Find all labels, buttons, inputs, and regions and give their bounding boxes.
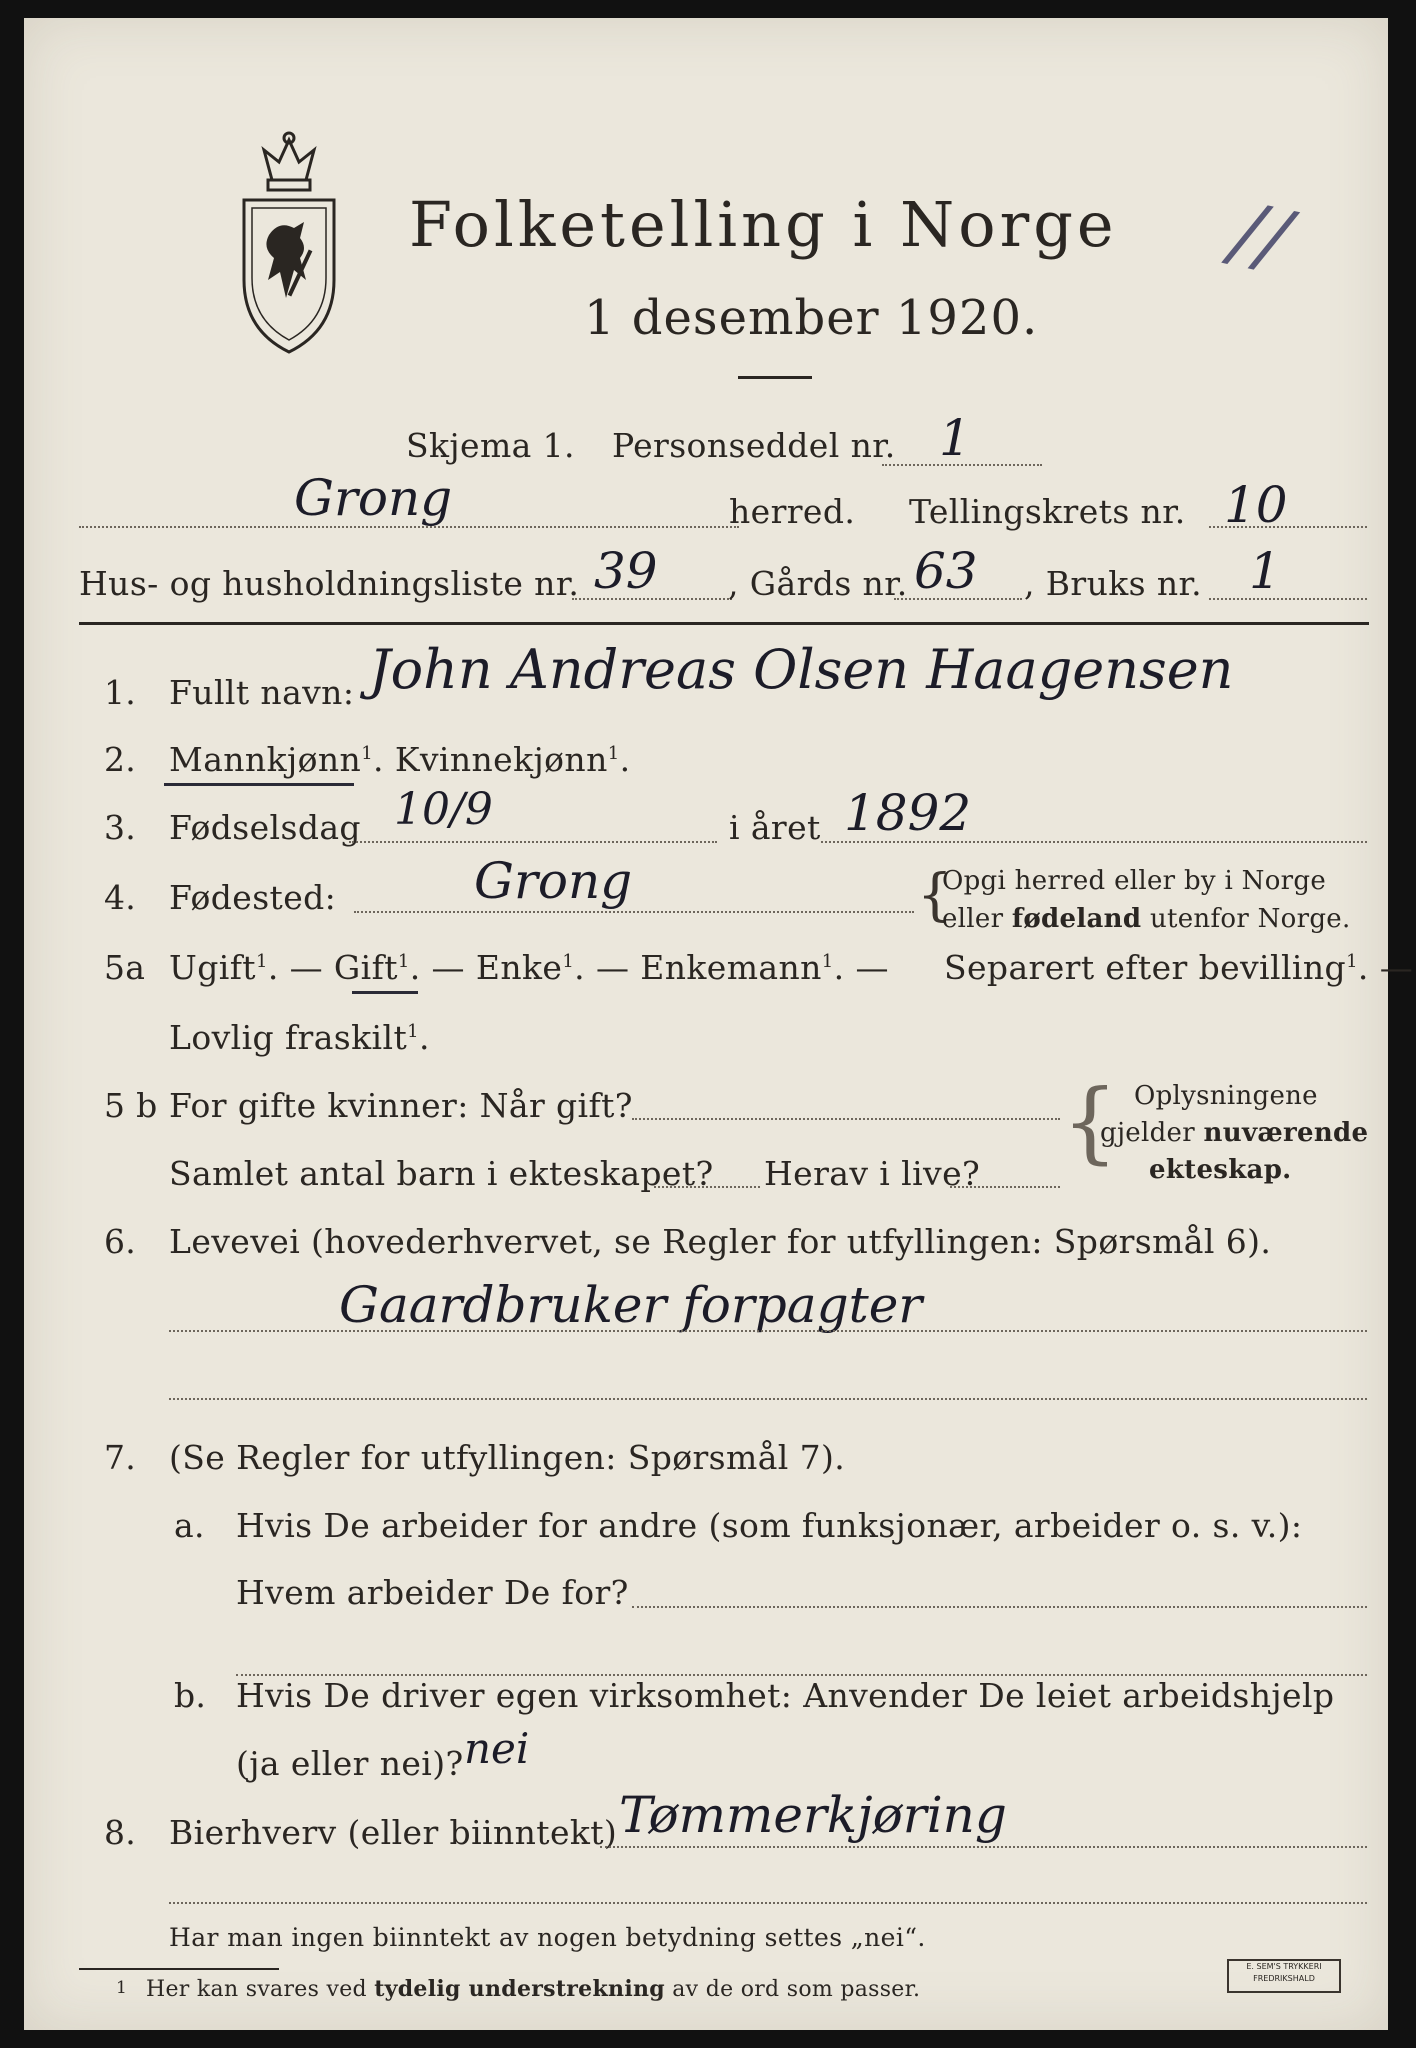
q3-label: Fødselsdag [169,808,361,847]
q5a-number: 5a [104,948,146,987]
census-form: Folketelling i Norge 1 desember 1920. // Skjema 1. Personseddel nr. 1 Grong herred. Tellingskrets nr. 10 Hus- og husholdningsliste nr. 39 , Gårds nr. 63 , Bruks nr. 1 1. Fullt navn: John Andreas Olsen Haagensen 2. Mannkjønn$^1$. Kvinnekjønn$^1$. 3. Fødselsdag 10/9 i året 1892 4. Fødested: Grong { Opgi herred eller by i Norge eller fødeland utenfor Norge. 5a Ugift$^1$. — Gift$^1$. — Enke$^1$. — Enkemann$^1$. — Separert efter bevilling$^1$. — Lovlig fraskilt$^1$. 5 b For gifte kvinner: Når gift? Samlet antal barn i ekteskapet? Herav i live? { Oplysningene gjelder nuværende ekteskap. 6. Levevei (hovederhvervet, se Regler for utfyllingen: Spørsmål 6). Gaardbruker forpagter 7. (Se Regler for utfyllingen: Spørsmål 7). a. Hvis De arbeider for andre (som funksjonær, arbeider o. s. v.): Hvem arbeider De for? b. Hvis De driver egen virksomhet: Anvender De leiet arbeidshjelp (ja eller nei)? nei 8. Bierhverv (eller biinntekt) Tømmerkjøring Har man ingen biinntekt av nogen betydning settes „nei“. 1 Her kan svares ved tydelig understrekning av de ord som passer. E. SEM'S TRYKKERI FREDRIKSHALD [24,18,1388,2030]
header-rule [79,622,1369,625]
herred-value: Grong [294,469,453,527]
herred-label: herred. [729,492,856,531]
tellingskrets-label: Tellingskrets nr. [909,492,1186,531]
coat-of-arms-icon [234,130,344,355]
q7a-text: Hvis De arbeider for andre (som funksjonær, arbeider o. s. v.): [236,1506,1303,1545]
q5a-fraskilt: Lovlig fraskilt$^1$. [169,1018,430,1057]
gender-male: Mannkjønn [169,740,362,779]
q5b-label: For gifte kvinner: Når gift? [169,1086,633,1125]
footer-note: Har man ingen biinntekt av nogen betydning settes „nei“. [169,1923,926,1952]
q7a-question: Hvem arbeider De for? [236,1573,629,1612]
household-label: Hus- og husholdningsliste nr. [79,564,580,603]
gards-value: 63 [914,542,978,600]
personseddel-value: 1 [939,409,971,467]
title-divider [738,376,812,379]
year-label: i året [729,808,821,847]
footnote-rule [79,1968,279,1970]
q8-label: Bierhverv (eller biinntekt) [169,1813,618,1852]
married-underline [352,991,418,994]
gards-label: , Gårds nr. [728,564,908,603]
q5a-separert: Separert efter bevilling$^1$. — [944,948,1414,987]
footnote-text: Her kan svares ved tydelig understrekning av de ord som passer. [146,1976,921,2002]
male-underline [164,783,354,786]
q7a-letter: a. [174,1506,205,1545]
q1-number: 1. [104,673,137,712]
birthplace-value: Grong [474,852,633,910]
q5b-children-label: Samlet antal barn i ekteskapet? [169,1154,714,1193]
q7-number: 7. [104,1438,137,1477]
q4-note-1: Opgi herred eller by i Norge [942,866,1327,896]
q5b-note-3: ekteskap. [1149,1155,1292,1185]
side-income-value: Tømmerkjøring [619,1786,1007,1844]
personseddel-label: Personseddel nr. [612,426,896,465]
skjema-label: Skjema 1. [406,426,575,465]
q1-full-name-value: John Andreas Olsen Haagensen [369,638,1234,701]
q1-label: Fullt navn: [169,673,355,712]
q6-label: Levevei (hovederhvervet, se Regler for utfyllingen: Spørsmål 6). [169,1222,1272,1261]
bruks-label: , Bruks nr. [1024,564,1202,603]
household-value: 39 [594,542,658,600]
q7b-value: nei [464,1724,530,1773]
corner-mark: // [1225,184,1298,287]
q2-number: 2. [104,740,137,779]
q5a-marital-options: Ugift$^1$. — Gift$^1$. — Enke$^1$. — Enkemann$^1$. — [169,948,889,987]
q3-number: 3. [104,808,137,847]
q2-gender-options: Mannkjønn$^1$. Kvinnekjønn$^1$. [169,740,631,779]
birth-day-value: 10/9 [394,784,493,835]
q5b-alive-label: Herav i live? [764,1154,981,1193]
q7-label: (Se Regler for utfyllingen: Spørsmål 7). [169,1438,846,1477]
q6-number: 6. [104,1222,137,1261]
footnote-number: 1 [116,1978,127,1998]
q5b-note-1: Oplysningene [1134,1081,1318,1111]
q7b-question: (ja eller nei)? [236,1744,464,1783]
q5b-number: 5 b [104,1086,158,1125]
q4-note-2: eller fødeland utenfor Norge. [942,904,1351,934]
census-date: 1 desember 1920. [584,290,1039,346]
married-option: Gift [333,948,398,987]
q4-label: Fødested: [169,878,337,917]
q4-number: 4. [104,878,137,917]
q5b-note-2: gjelder nuværende [1100,1118,1369,1148]
tellingskrets-value: 10 [1224,476,1288,534]
birth-year-value: 1892 [844,784,972,842]
q7b-letter: b. [174,1676,207,1715]
printer-stamp: E. SEM'S TRYKKERI FREDRIKSHALD [1227,1959,1341,1993]
bruks-value: 1 [1249,542,1281,600]
occupation-value: Gaardbruker forpagter [339,1276,923,1334]
form-title: Folketelling i Norge [409,188,1118,261]
q8-number: 8. [104,1813,137,1852]
q7b-text: Hvis De driver egen virksomhet: Anvender De leiet arbeidshjelp [236,1676,1335,1715]
gender-female: Kvinnekjønn [394,740,608,779]
